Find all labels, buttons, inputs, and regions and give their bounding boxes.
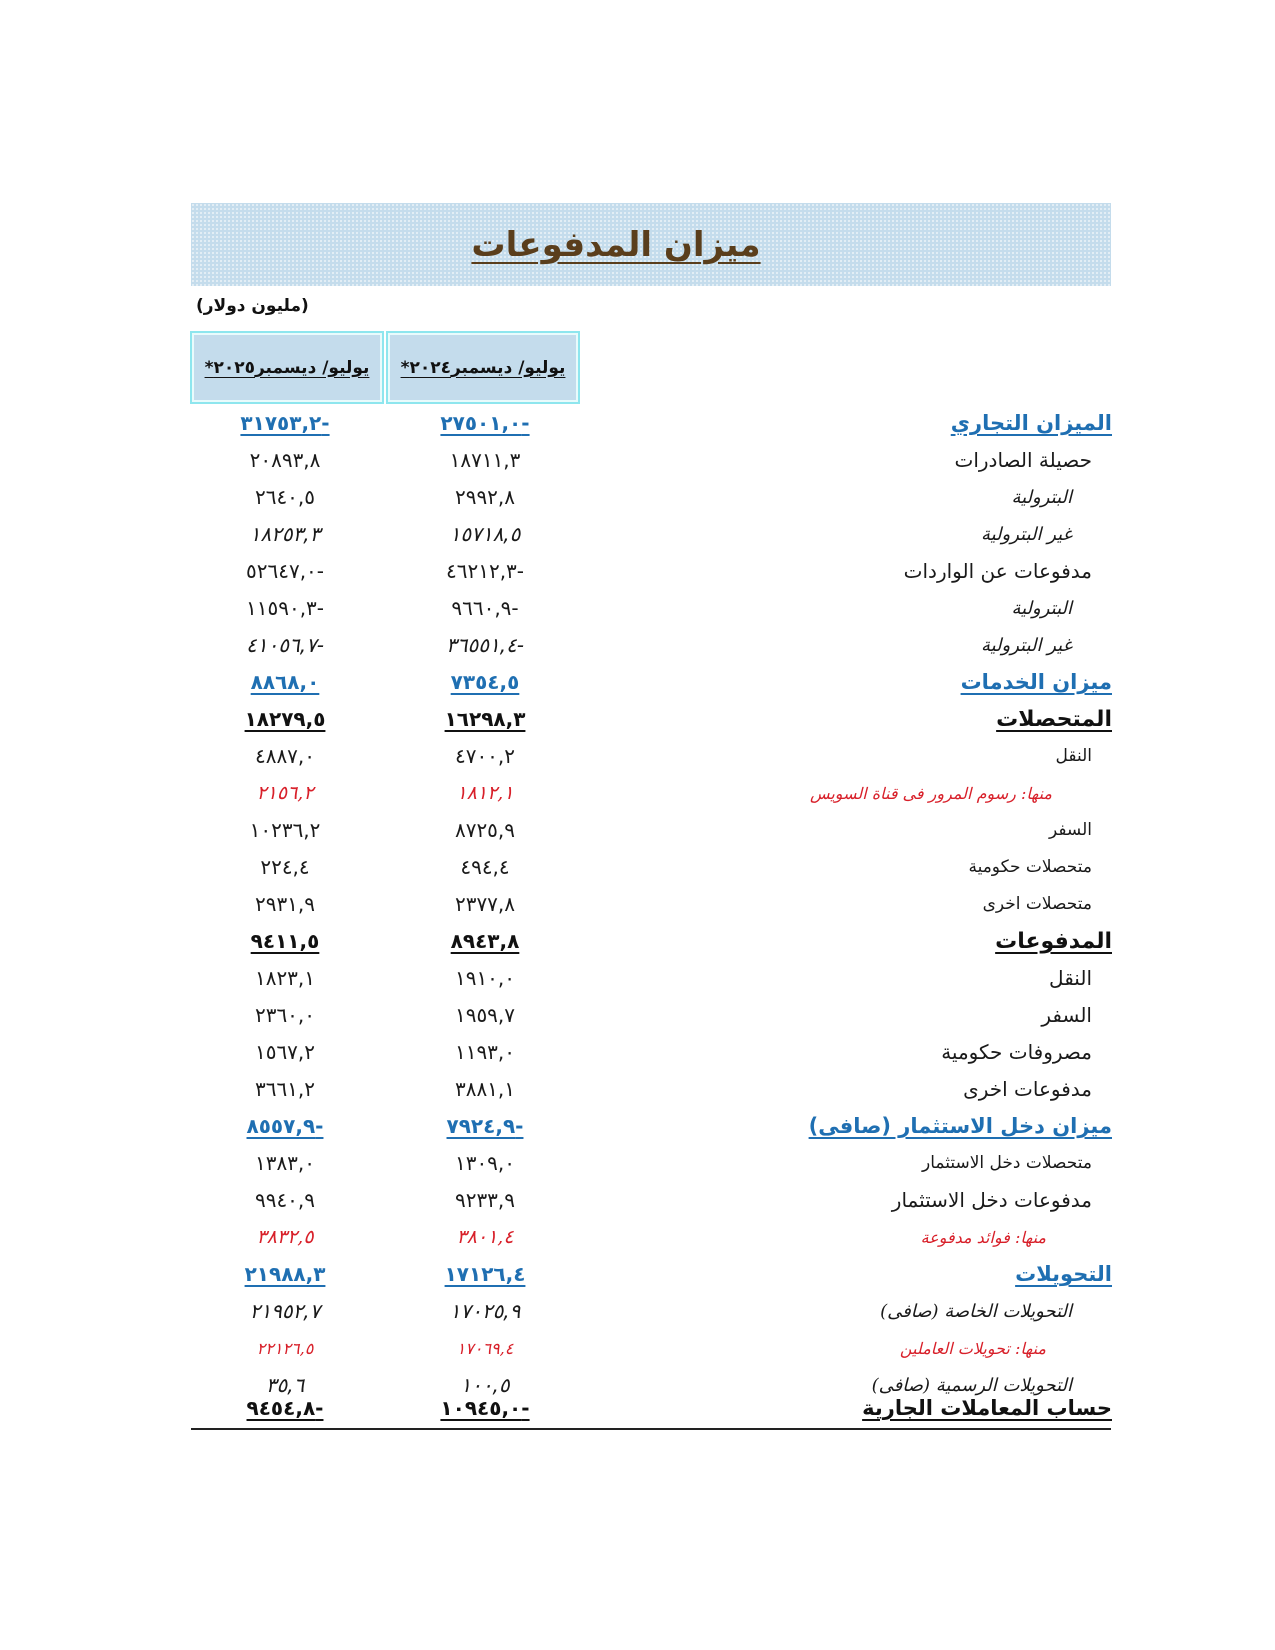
value-2024: ٨٧٢٥,٩ [454, 818, 516, 842]
value-2025: ٣٦٦١,٢ [254, 1077, 316, 1101]
value-2025: ٢٢١٢٦,٥ [256, 1339, 314, 1358]
value-2024: ١٧١٢٦,٤ [444, 1262, 526, 1286]
row-suez-canal-fees [190, 775, 1112, 812]
value-2024: ٨٩٤٣,٨ [450, 929, 520, 953]
row-investment-income-balance [190, 1108, 1112, 1145]
row-receipts-other [190, 886, 1112, 923]
row-imports-non-petroleum [190, 627, 1112, 664]
row-receipts [190, 701, 1112, 738]
value-2024: ١١٩٣,٠ [454, 1040, 516, 1064]
value-2025: -٣١٧٥٣,٢ [240, 411, 330, 435]
value-2025: -٩٤٥٤,٨ [246, 1396, 324, 1420]
row-transfers [190, 1256, 1112, 1293]
value-2025: ٢٢٤,٤ [260, 855, 310, 879]
row-current-account [190, 1390, 1112, 1427]
column-header-2025-label: يوليو/ ديسمبر٢٠٢٥* [204, 357, 370, 378]
page-title: ميزان المدفوعات [471, 224, 761, 265]
row-payments [190, 923, 1112, 960]
value-2025: ٢١٩٨٨,٣ [244, 1262, 326, 1286]
row-payments-travel [190, 997, 1112, 1034]
value-2025: ١٣٨٣,٠ [254, 1151, 316, 1175]
value-2024: -٣٦٥٥١,٤ [445, 633, 525, 657]
value-2024: ٣٨٠١,٤ [456, 1226, 514, 1248]
value-2025: -٨٥٥٧,٩ [246, 1114, 324, 1138]
row-label: التحويلات الرسمية (صافى) [871, 1375, 1072, 1396]
value-2024: ١٦٢٩٨,٣ [444, 707, 526, 731]
row-label: النقل [1055, 746, 1092, 766]
row-label: مدفوعات عن الواردات [903, 559, 1092, 583]
value-2025: -٤١٠٥٦,٧ [245, 633, 325, 657]
value-2024: -٤٦٢١٢,٣ [445, 559, 525, 583]
row-receipts-government [190, 849, 1112, 886]
value-2024: ٤٧٠٠,٢ [454, 744, 516, 768]
row-payments-other [190, 1071, 1112, 1108]
value-2024: -٢٧٥٠١,٠ [440, 411, 530, 435]
value-2025: ٣٥,٦ [265, 1373, 305, 1397]
value-2025: -١١٥٩٠,٣ [245, 596, 325, 620]
value-2024: ٢٩٩٢,٨ [454, 485, 516, 509]
row-label: مدفوعات اخرى [963, 1077, 1092, 1101]
value-2025: ١٥٦٧,٢ [254, 1040, 316, 1064]
value-2024: ١٨١٢,١ [456, 782, 514, 804]
row-label: حصيلة الصادرات [954, 448, 1092, 472]
value-2025: ٩٩٤٠,٩ [254, 1188, 316, 1212]
row-label: متحصلات دخل الاستثمار [922, 1153, 1092, 1173]
value-2024: ١٧٠٦٩,٤ [456, 1339, 514, 1358]
row-label: منها: تحويلات العاملين [899, 1339, 1046, 1358]
value-2025: ٢١٥٦,٢ [256, 782, 314, 804]
value-2025: ٢٩٣١,٩ [254, 892, 316, 916]
value-2025: ٢٦٤٠,٥ [254, 485, 316, 509]
row-label: منها: فوائد مدفوعة [920, 1228, 1046, 1247]
value-2024: ١٨٧١١,٣ [449, 448, 521, 472]
table-bottom-rule [191, 1428, 1111, 1430]
row-exports-non-petroleum [190, 516, 1112, 553]
value-2025: ٣٨٣٢,٥ [256, 1226, 314, 1248]
value-2024: ١٥٧١٨,٥ [449, 522, 521, 546]
row-label: ميزان الخدمات [960, 670, 1112, 694]
row-imports-petroleum [190, 590, 1112, 627]
row-label: منها: رسوم المرور فى قناة السويس [809, 784, 1052, 803]
row-investment-income-receipts [190, 1145, 1112, 1182]
column-header-2024 [386, 331, 580, 404]
row-label: المدفوعات [995, 929, 1112, 954]
row-label: مدفوعات دخل الاستثمار [891, 1188, 1092, 1212]
row-label: مصروفات حكومية [941, 1040, 1092, 1064]
row-payments-government [190, 1034, 1112, 1071]
row-label: التحويلات الخاصة (صافى) [880, 1301, 1072, 1322]
value-2024: ١٠٠,٥ [460, 1373, 510, 1397]
value-2024: ١٩١٠,٠ [454, 966, 516, 990]
title-banner [191, 203, 1111, 286]
value-2024: -١٠٩٤٥,٠ [440, 1396, 530, 1420]
row-services-balance [190, 664, 1112, 701]
value-2024: ٣٨٨١,١ [454, 1077, 516, 1101]
row-label: المتحصلات [996, 707, 1112, 732]
row-imports [190, 553, 1112, 590]
value-2025: ٢١٩٥٢,٧ [249, 1299, 321, 1323]
row-label: غير البترولية [980, 524, 1072, 545]
row-label: البترولية [1011, 598, 1072, 619]
value-2025: ١٨٢٥٣,٣ [249, 522, 321, 546]
row-label: غير البترولية [980, 635, 1072, 656]
value-2025: ٢٣٦٠,٠ [254, 1003, 316, 1027]
value-2024: ١٧٠٢٥,٩ [449, 1299, 521, 1323]
row-receipts-transport [190, 738, 1112, 775]
row-label: الميزان التجاري [950, 411, 1112, 435]
row-label: النقل [1049, 966, 1092, 990]
column-header-2024-label: يوليو/ ديسمبر٢٠٢٤* [400, 357, 566, 378]
row-label: ميزان دخل الاستثمار (صافى) [808, 1114, 1112, 1138]
value-2024: ١٣٠٩,٠ [454, 1151, 516, 1175]
value-2024: ٩٢٣٣,٩ [454, 1188, 516, 1212]
value-2025: -٥٢٦٤٧,٠ [245, 559, 325, 583]
row-workers-remittances [190, 1330, 1112, 1367]
row-label: البترولية [1011, 487, 1072, 508]
value-2024: -٧٩٢٤,٩ [446, 1114, 524, 1138]
value-2024: ٧٣٥٤,٥ [450, 670, 520, 694]
value-2025: ٢٠٨٩٣,٨ [249, 448, 321, 472]
value-2025: ٤٨٨٧,٠ [254, 744, 316, 768]
value-2024: -٩٦٦٠,٩ [451, 596, 519, 620]
unit-note: (مليون دولار) [196, 296, 309, 316]
row-payments-transport [190, 960, 1112, 997]
row-label: حساب المعاملات الجارية [862, 1396, 1112, 1420]
value-2025: ١٨٢٧٩,٥ [244, 707, 326, 731]
row-exports [190, 442, 1112, 479]
value-2025: ٨٨٦٨,٠ [250, 670, 320, 694]
value-2025: ١٠٢٣٦,٢ [249, 818, 321, 842]
row-label: متحصلات اخرى [982, 894, 1092, 914]
value-2024: ٤٩٤,٤ [460, 855, 510, 879]
column-header-2025 [190, 331, 384, 404]
row-investment-income-payments [190, 1182, 1112, 1219]
row-exports-petroleum [190, 479, 1112, 516]
row-private-transfers [190, 1293, 1112, 1330]
row-trade-balance [190, 405, 1112, 442]
row-label: التحويلات [1015, 1262, 1112, 1286]
value-2024: ١٩٥٩,٧ [454, 1003, 516, 1027]
value-2024: ٢٣٧٧,٨ [454, 892, 516, 916]
value-2025: ١٨٢٣,١ [254, 966, 316, 990]
value-2025: ٩٤١١,٥ [250, 929, 320, 953]
row-label: السفر [1048, 820, 1092, 840]
row-label: السفر [1041, 1003, 1092, 1027]
row-interest-paid [190, 1219, 1112, 1256]
row-receipts-travel [190, 812, 1112, 849]
row-label: متحصلات حكومية [968, 857, 1092, 877]
